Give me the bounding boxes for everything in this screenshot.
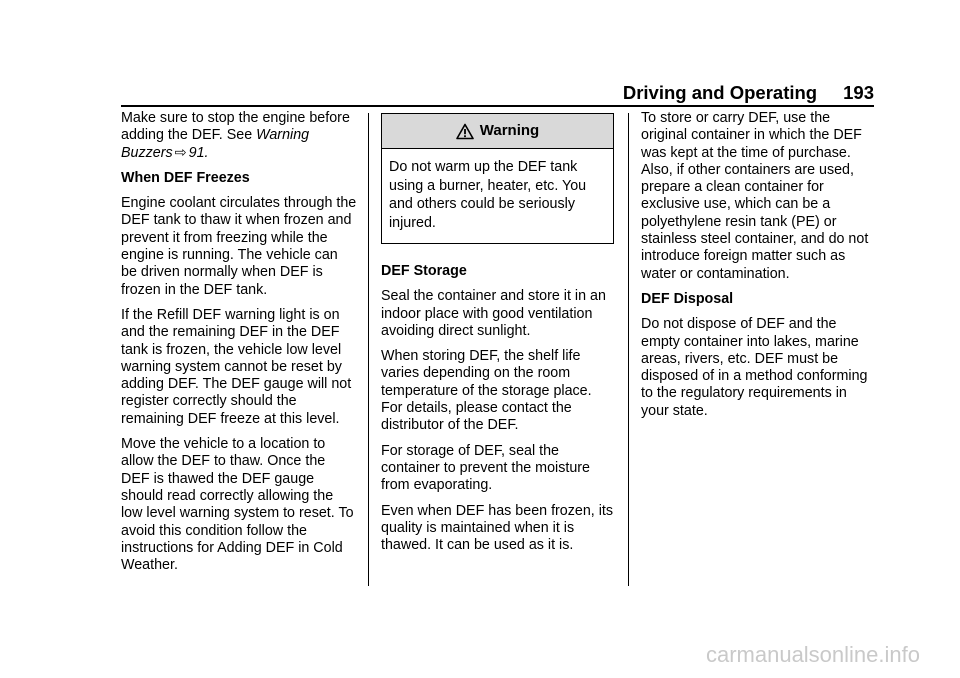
paragraph: When storing DEF, the shelf life varies depending on the room temperature of the storage place. For details, please contact the distributor of the DEF. (381, 348, 592, 434)
cross-reference-page[interactable]: 91 (188, 144, 205, 161)
section-heading: When DEF Freezes (121, 169, 250, 186)
page-ref-icon: ⇨ (174, 144, 187, 161)
section-title: Driving and Operating (622, 82, 818, 103)
paragraph: Move the vehicle to a location to allow the DEF to thaw. Once the DEF is thawed the DEF gauge should read correctly allowing the low level warning system to reset. To avoid this condition follow the instructions for Adding DEF in Cold Weather. (121, 436, 354, 574)
watermark: carmanualsonline.info (705, 642, 920, 667)
paragraph: Make sure to stop the engine before adding the DEF. See Warning Buzzers ⇨ 91. (121, 110, 350, 161)
paragraph: To store or carry DEF, use the original container in which the DEF was kept at the time of purchase. Also, if other containers are used, prepare a clean container for exclusive use, which can be a polyethylene resin tank (PE) or stainless steel container, and do not introduce foreign matter such as water or contamination. (641, 110, 869, 282)
column-2 (381, 110, 614, 562)
section-heading: DEF Disposal (641, 290, 734, 307)
cross-reference-link[interactable]: Warning Buzzers (121, 127, 310, 161)
paragraph: Even when DEF has been frozen, its quality is maintained when it is thawed. It can be used as it is. (381, 502, 614, 554)
warning-box (381, 113, 614, 244)
paragraph: If the Refill DEF warning light is on and the remaining DEF in the DEF tank is frozen, the vehicle low level warning system cannot be reset by adding DEF. The DEF gauge will not register correctly should the remaining DEF freeze at this level. (121, 306, 352, 427)
page-number: 193 (843, 82, 874, 103)
paragraph: Seal the container and store it in an indoor place with good ventilation avoiding direct sunlight. (381, 288, 606, 339)
warning-triangle-icon (456, 123, 474, 140)
paragraph: Engine coolant circulates through the DEF tank to thaw it when frozen and prevent it from freezing while the engine is running. The vehicle can be driven normally when DEF is frozen in the DEF tank. (121, 195, 357, 298)
section-heading: DEF Storage (381, 263, 467, 279)
column-divider-2 (628, 113, 629, 586)
column-3 (641, 110, 876, 428)
warning-text: Do not warm up the DEF tank using a burner, heater, etc. You and others could be seriously injured. (389, 159, 587, 231)
warning-title: Warning (479, 122, 540, 140)
page-header (623, 82, 874, 104)
column-1 (121, 110, 357, 582)
paragraph: For storage of DEF, seal the container to prevent the moisture from evaporating. (381, 442, 591, 494)
header-rule (121, 105, 874, 107)
paragraph: Do not dispose of DEF and the empty container into lakes, marine areas, rivers, etc. DEF must be disposed of in a method conforming to the regulatory requirements in your state. (641, 316, 868, 419)
warning-header (382, 114, 613, 149)
column-divider-1 (368, 113, 369, 586)
